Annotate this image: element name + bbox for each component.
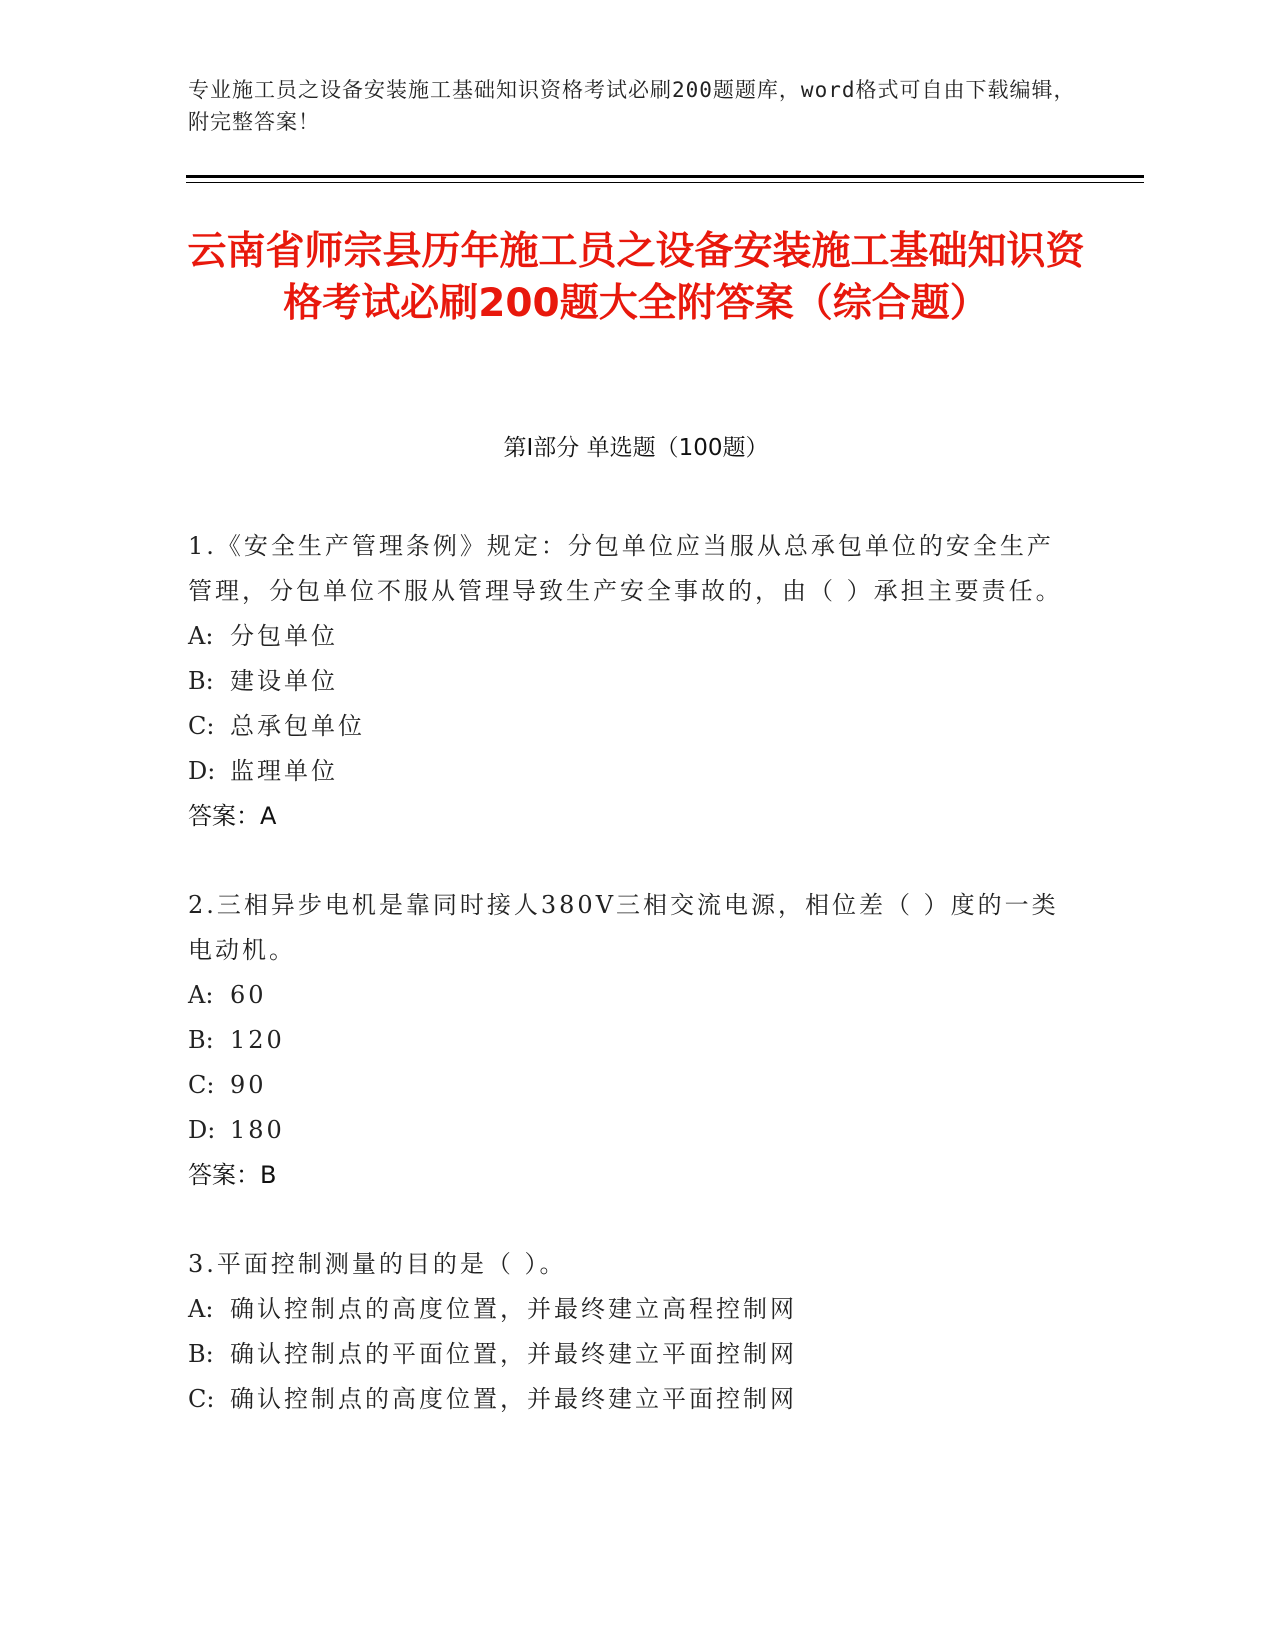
- option-a: [188, 614, 1068, 659]
- question-stem: 1.《安全生产管理条例》规定：分包单位应当服从总承包单位的安全生产管理，分包单位不服从管理导致生产安全事故的，由（ ）承担主要责任。: [188, 532, 1063, 605]
- option-d: [188, 1108, 1068, 1153]
- header-divider-thick: [186, 175, 1144, 178]
- header-note: 专业施工员之设备安装施工基础知识资格考试必刷200题题库，word格式可自由下载编辑，附完整答案！: [188, 78, 1076, 134]
- option-a: [188, 1287, 1068, 1332]
- option-text: 180: [230, 1116, 285, 1144]
- option-c: [188, 704, 1068, 749]
- question-1: [188, 524, 1068, 839]
- option-a: [188, 973, 1068, 1018]
- option-key: B:: [188, 1026, 214, 1054]
- option-key: A:: [188, 981, 214, 1009]
- option-text: 60: [230, 981, 267, 1009]
- option-text: 建设单位: [230, 667, 338, 695]
- option-b: [188, 1332, 1068, 1377]
- option-key: C:: [188, 1071, 215, 1099]
- option-text: 120: [230, 1026, 285, 1054]
- option-key: B:: [188, 667, 214, 695]
- option-text: 确认控制点的高度位置，并最终建立平面控制网: [230, 1385, 797, 1413]
- option-key: C:: [188, 712, 215, 740]
- option-key: B:: [188, 1340, 214, 1368]
- option-c: [188, 1063, 1068, 1108]
- section-heading: 第Ⅰ部分 单选题（100题）: [503, 435, 769, 461]
- option-text: 总承包单位: [230, 712, 365, 740]
- question-2: [188, 883, 1068, 1198]
- option-b: [188, 659, 1068, 704]
- option-text: 分包单位: [230, 622, 338, 650]
- option-text: 确认控制点的高度位置，并最终建立高程控制网: [230, 1295, 797, 1323]
- option-key: D:: [188, 757, 216, 785]
- option-d: [188, 749, 1068, 794]
- answer-line: 答案：A: [188, 802, 277, 830]
- question-3: [188, 1242, 1068, 1422]
- answer-line: 答案：B: [188, 1161, 277, 1189]
- question-stem: 2.三相异步电机是靠同时接人380V三相交流电源，相位差（ ）度的一类电动机。: [188, 891, 1059, 964]
- question-stem: 3.平面控制测量的目的是（ ）。: [188, 1250, 567, 1278]
- option-key: D:: [188, 1116, 216, 1144]
- option-b: [188, 1018, 1068, 1063]
- option-key: C:: [188, 1385, 215, 1413]
- option-key: A:: [188, 1295, 214, 1323]
- option-key: A:: [188, 622, 214, 650]
- option-text: 监理单位: [230, 757, 338, 785]
- document-title: 云南省师宗县历年施工员之设备安装施工基础知识资格考试必刷200题大全附答案（综合题）: [187, 229, 1085, 326]
- option-c: [188, 1377, 1068, 1422]
- header-divider-thin: [186, 182, 1144, 183]
- option-text: 确认控制点的平面位置，并最终建立平面控制网: [230, 1340, 797, 1368]
- option-text: 90: [230, 1071, 267, 1099]
- question-list: [188, 524, 1068, 1466]
